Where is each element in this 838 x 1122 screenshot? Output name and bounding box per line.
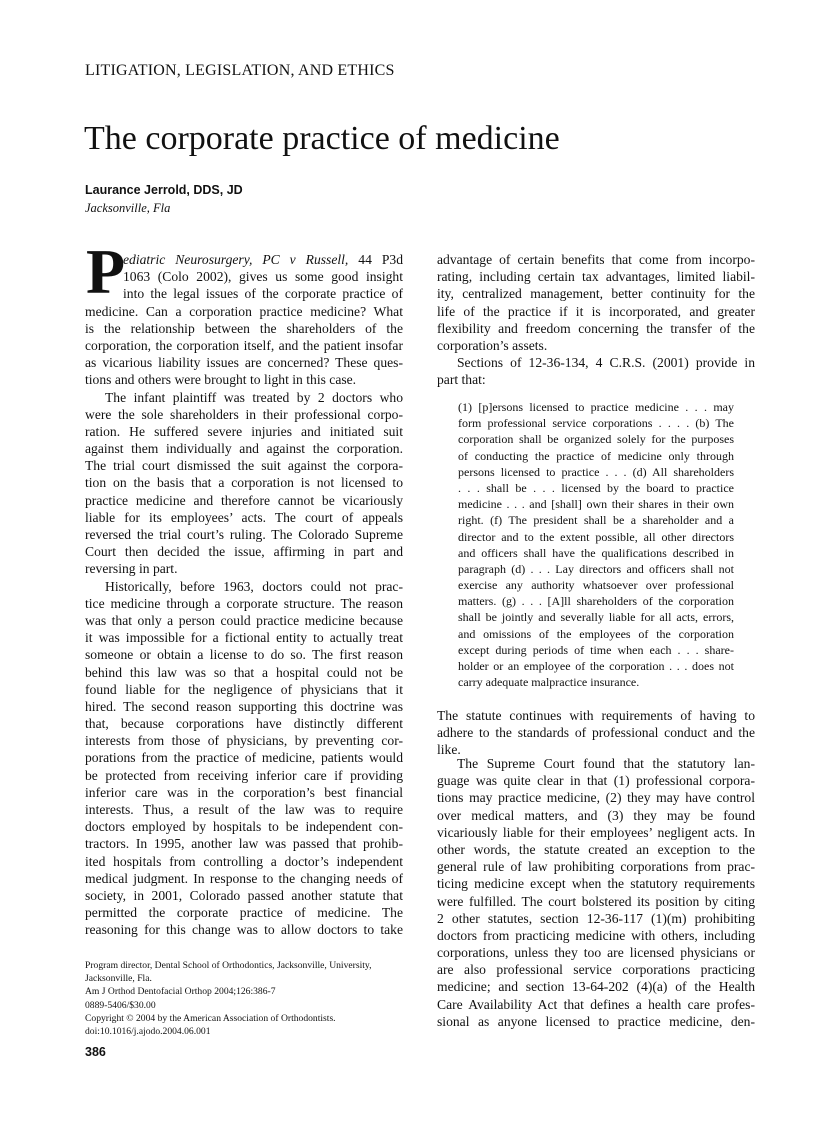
text-line: paragraph (d) . . . Lay directors and officers shall not [458, 561, 734, 576]
drop-cap: P [86, 236, 126, 307]
statute-block-quote [458, 399, 734, 690]
text-line: ited hospitals from controlling a doctor’s independent [85, 853, 403, 869]
text-line: persons licensed to practice . . . (d) All shareholders [458, 464, 734, 479]
text-line: ticing medicine except when the statutory requirements [437, 876, 755, 892]
text-line: The trial court dismissed the suit against the corpora- [85, 458, 403, 474]
right-column-after-quote [437, 707, 755, 759]
text-line: found liable for the negligence of physicians that it [85, 681, 403, 697]
text-line: it was impossible for a fictional entity to actually treat [85, 630, 403, 646]
paragraph [85, 251, 403, 389]
text-line: (1) [p]ersons licensed to practice medicine . . . may [458, 400, 734, 414]
text-line: porations from the practice of medicine, patients would [85, 750, 403, 766]
paragraph [437, 354, 755, 388]
text-line: except during periods of time when each . . . share- [458, 642, 734, 657]
footnote-line: Copyright © 2004 by the American Association of Orthodontists. [85, 1012, 336, 1024]
text-line: as vicarious liability issues are concerned? These ques- [85, 355, 403, 371]
text-line: advantage of certain benefits that come from incorpo- [437, 252, 755, 267]
text-line: society, in 2001, Colorado passed another statute that [85, 887, 403, 903]
text-line: is the relationship between the shareholders of the [85, 320, 403, 336]
text-line: . . . shall be . . . licensed by the board to practice [458, 480, 734, 495]
paragraph [85, 578, 403, 939]
text-line: medicine. Can a corporation practice medicine? What [85, 303, 403, 319]
text-line: were fulfilled. The court bolstered its position by citing [437, 893, 755, 909]
text-line: tractors. In 1995, another law was passed that prohib- [85, 836, 403, 852]
text-line: director and to the extent possible, all other directors [458, 529, 734, 544]
footnote-line: Am J Orthod Dentofacial Orthop 2004;126:386-7 [85, 986, 276, 998]
page-number: 386 [85, 1045, 106, 1059]
paragraph [437, 755, 755, 1030]
text-line: vicariously liable for their employees’ negligent acts. In [437, 824, 755, 840]
text-line: The infant plaintiff was treated by 2 doctors who [105, 389, 403, 405]
text-line: The Supreme Court found that the statutory lan- [457, 756, 755, 771]
text-line: shall be jointly and severally liable for all acts, errors, [458, 610, 734, 625]
text-line: exercise any authority whatsoever over professional [458, 578, 734, 593]
text-line: corporations, unless they too are licensed physicians or [437, 945, 755, 961]
footnote-line: Program director, Dental School of Orthodontics, Jacksonville, University, [85, 960, 372, 971]
text-line: tion on the basis that a corporation is not licensed to [85, 475, 403, 491]
text-line: interests from those of physicians, by preventing cor- [85, 733, 403, 749]
text-line: ration. He suffered severe injuries and initiated suit [85, 423, 403, 439]
text-line: corporation, the corporation itself, and the patient insofar [85, 337, 403, 353]
text-line: doctors from practicing medicine with others, including [437, 927, 755, 943]
text-line: form professional service corporations . . . . (b) The [458, 416, 734, 431]
footnote-line: 0889-5406/$30.00 [85, 999, 156, 1011]
article-title: The corporate practice of medicine [84, 120, 560, 157]
text-line: carry adequate malpractice insurance. [458, 675, 640, 690]
text-line: hired. The second reason supporting this doctrine was [85, 698, 403, 714]
text-line: permitted the corporate practice of medicine. The [85, 905, 403, 921]
text-line: reversing in part. [85, 561, 178, 577]
text-line: flexibility and freedom concerning the transfer of the [437, 320, 755, 336]
text-line: behind this law was so that a hospital could not be [85, 664, 403, 680]
text-line: matters. (g) . . . [A]ll shareholders of the corporation [458, 594, 734, 609]
paragraph [437, 707, 755, 759]
text-line: Care Availability Act that defines a health care profes- [437, 996, 755, 1012]
text-line: ediatric Neurosurgery, PC v Russell, 44 P3d [123, 252, 404, 267]
text-line: Historically, before 1963, doctors could not prac- [105, 578, 403, 594]
text-line: medicine; and section 13-64-202 (4)(a) of the Health [437, 979, 755, 995]
text-line: that, because corporations have distinctly different [85, 716, 403, 732]
section-heading: LITIGATION, LEGISLATION, AND ETHICS [85, 62, 395, 79]
text-line: guage was quite clear in that (1) professional corpora- [437, 773, 755, 789]
text-line: other words, the statute created an exception to the [437, 841, 755, 857]
case-name: ediatric Neurosurgery, PC v Russell, [123, 252, 349, 267]
author-affiliation: Jacksonville, Fla [85, 201, 171, 215]
text-line: adhere to the standards of professional conduct and the [437, 725, 755, 741]
left-column [85, 251, 403, 939]
paragraph [85, 389, 403, 578]
text-line: were the sole shareholders in their professional corpo- [85, 406, 403, 422]
text-line: like. [437, 742, 461, 758]
text-line: doctors employed by hospitals to be independent con- [85, 819, 403, 835]
text-line: liable for its employees’ acts. The court of appeals [85, 509, 403, 525]
text-line: be protected from receiving inferior care if providing [85, 767, 403, 783]
text-line: reasoning for this change was to allow doctors to take [85, 922, 403, 938]
right-column-top [437, 251, 755, 389]
text-line: 1063 (Colo 2002), gives us some good insight [123, 269, 403, 285]
paragraph [437, 251, 755, 354]
text-line: The statute continues with requirements of having to [437, 708, 755, 723]
text-line: Court then decided the issue, affirming in part and [85, 544, 403, 560]
text-line: tions and others were brought to light in this case. [85, 372, 357, 388]
text-line: inferior care was in the corporation’s best financial [85, 784, 403, 800]
text-line: against them individually and against the corporation. [85, 441, 403, 457]
text-line: reversed the trial court’s ruling. The Colorado Supreme [85, 527, 403, 542]
text-line: ity, centralized management, better continuity for the [437, 286, 755, 302]
text-line: medicine . . . and [shall] own their shares in their own [458, 497, 734, 512]
text-line: into the legal issues of the corporate practice of [123, 286, 403, 302]
text-line: holder or an employee of the corporation . . . does not [458, 659, 734, 673]
text-line: tions may practice medicine, (2) they may have control [437, 790, 755, 806]
right-column-bottom [437, 755, 755, 1030]
text-line: Sections of 12-36-134, 4 C.R.S. (2001) provide in [457, 355, 755, 371]
text-line: corporation’s assets. [437, 337, 548, 353]
text-line: life of the practice if it is incorporated, and greater [437, 303, 755, 319]
text-line: right. (f) The president shall be a shareholder and a [458, 513, 734, 528]
text-line: someone or obtain a license to do so. The first reason [85, 647, 403, 663]
text-line: medical judgment. In response to the changing needs of [85, 870, 403, 886]
text-line: 2 other statutes, section 12-36-117 (1)(m) prohibiting [437, 910, 755, 926]
text-line: of conducting the practice of medicine only through [458, 448, 734, 463]
text-line: are also professional service corporations practicing [437, 962, 755, 978]
text-line: rating, including certain tax advantages, limited liabil- [437, 269, 755, 285]
text-line: part that: [437, 372, 486, 388]
text-line: was that only a person could practice medicine because [85, 612, 403, 628]
text-line: tice medicine through a corporate structure. The reason [85, 595, 403, 611]
text-line: general rule of law prohibiting corporations from prac- [437, 859, 755, 875]
footnote-line: doi:10.1016/j.ajodo.2004.06.001 [85, 1026, 211, 1038]
text-line: sional as anyone licensed to practice medicine, den- [437, 1013, 755, 1029]
text-line: corporation shall be organized solely for the purposes [458, 432, 734, 447]
text-line: over medical matters, and (3) they may be found [437, 807, 755, 823]
text-line: and officers shall have the qualifications described in [458, 545, 734, 560]
text-line: and omissions of the employees of the corporation [458, 626, 734, 641]
text-line: interests. Thus, a result of the law was to require [85, 802, 403, 817]
footnote-line: Jacksonville, Fla. [85, 973, 152, 985]
text-line: practice medicine and therefore cannot be vicariously [85, 492, 403, 508]
paragraph [458, 399, 734, 690]
footnote [85, 959, 403, 1038]
author-name: Laurance Jerrold, DDS, JD [85, 183, 243, 197]
